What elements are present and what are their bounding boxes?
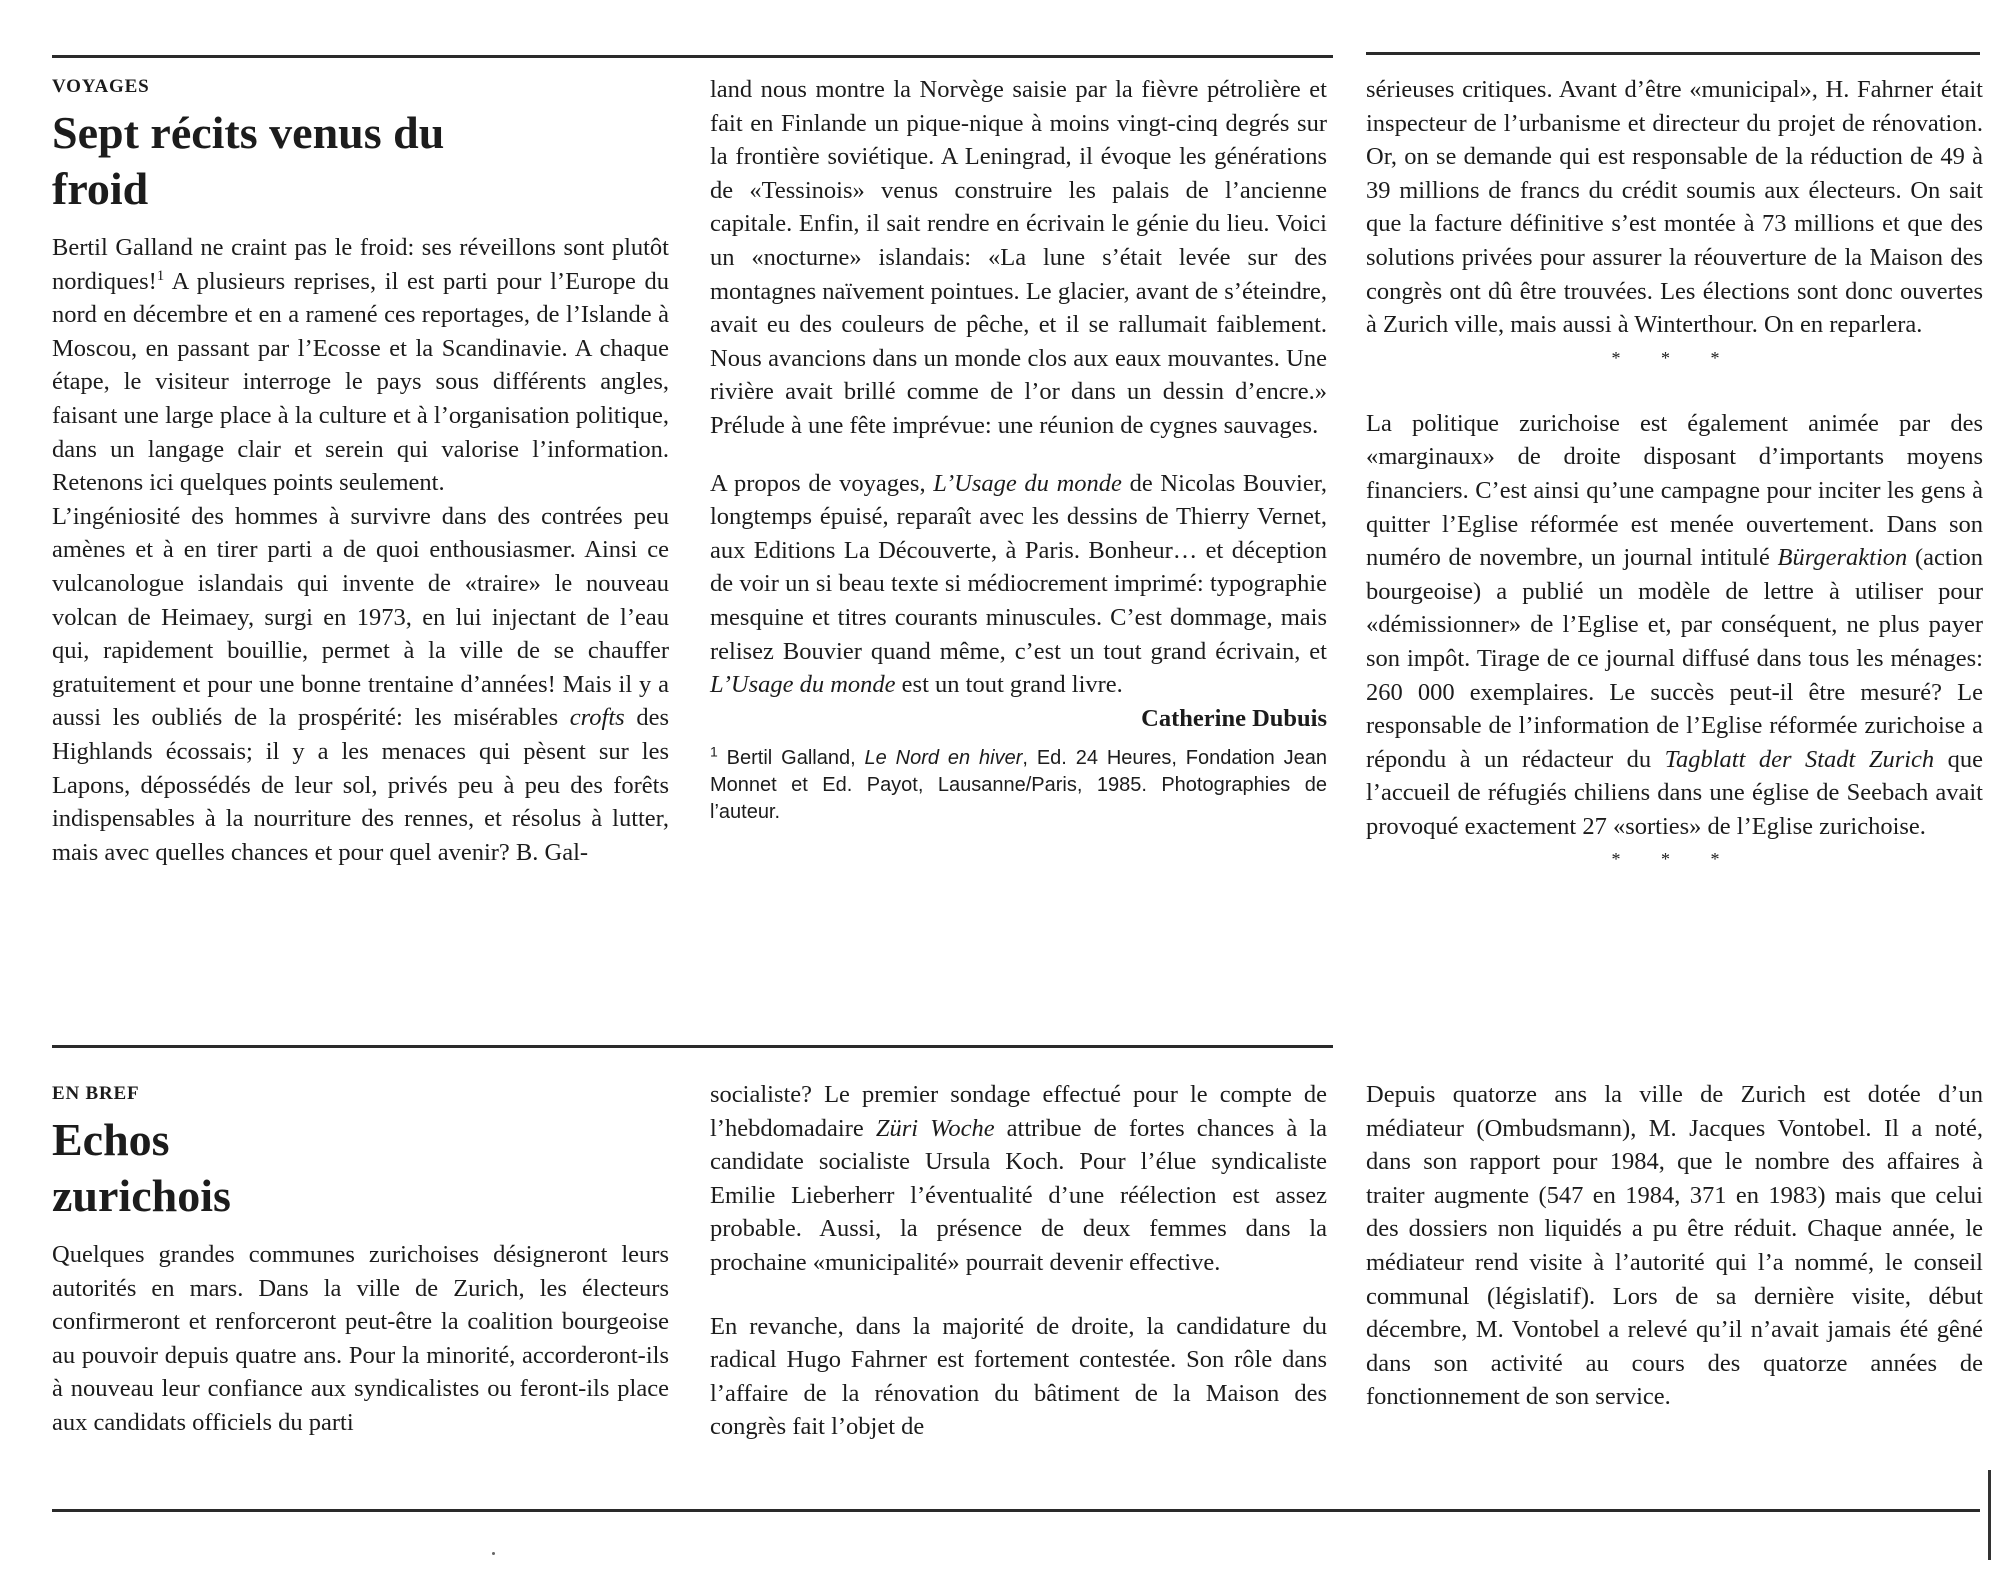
page-edge-mark (1988, 1470, 1991, 1560)
section-separator: * * * (1611, 347, 1738, 368)
stray-dot (492, 1552, 495, 1555)
footnote-ref: 1 (156, 267, 165, 284)
article2-paragraph: En revanche, dans la majorité de droite, la candidature du radical Hugo Fahrner est fortement contestée. Son rôle dans l’affaire de la rénovation du bâtiment de la Maison des congrès fait l’objet de (710, 1312, 1327, 1441)
article1-paragraph: Bertil Galland ne craint pas le froid: ses réveillons sont plutôt nordiques!$^1$ A plusieurs reprises, il est parti pour l’Europe du nord en décembre et en a ramené ces reportages, de l’Islande à Moscou, en passant par l’Ecosse et la Scandinavie. A chaque étape, le visiteur interroge le pays sous différents angles, faisant une large place à la culture et à l’organisation politique, dans un langage clair et serein qui valorise l’information. Retenons ici quelques points seulement. (52, 234, 669, 497)
top-rule-right (1366, 52, 1980, 55)
article1-headline: Sept récits venus du froid (52, 107, 445, 214)
bottom-rule (52, 1509, 1980, 1512)
column-3-top (1366, 73, 1983, 876)
article2-kicker: EN BREF (52, 1083, 140, 1104)
article2-column-2 (710, 1078, 1327, 1444)
continuation-paragraph: sérieuses critiques. Avant d’être «municipal», H. Fahrner était inspecteur de l’urbanisme et directeur du projet de rénovation. Or, on se demande qui est responsable de la réduction de 49 à 39 millions de francs du crédit soumis aux électeurs. On sait que la facture définitive s’est montée à 73 millions et que des solutions privées pour assurer la réouverture de la Maison des congrès ont dû être trouvées. Les élections sont donc ouvertes à Zurich ville, mais aussi à Winterthour. On en reparlera. (1366, 76, 1983, 339)
article1-column-1 (52, 75, 669, 869)
article2-column-3 (1366, 1078, 1983, 1414)
article2-headline: Echos zurichois (52, 1114, 231, 1221)
article1-paragraph: A propos de voyages, L’Usage du monde de Nicolas Bouvier, longtemps épuisé, reparaît avec les dessins de Thierry Vernet, aux Editions La Découverte, à Paris. Bonheur… et déception de voir un si beau texte si médiocrement imprimé: typographie mesquine et titres courants minuscules. C’est dommage, mais relisez Bouvier quand même, c’est un tout grand écrivain, et L’Usage du monde est un tout grand livre. (710, 469, 1328, 699)
article1-paragraph: land nous montre la Norvège saisie par la fièvre pétrolière et fait en Finlande un pique-nique à moins vingt-cinq degrés sur la frontière soviétique. A Leningrad, il évoque les générations de «Tessinois» venus construire les palais de l’ancienne capitale. Enfin, il sait rendre en écrivain le génie du lieu. Voici un «nocturne» islandais: «La lune s’était levée sur des montagnes naïvement pointues. Le glacier, avant de s’éteindre, avait eu des couleurs de pêche, et il se rallumait faiblement. Nous avancions dans un monde clos aux eaux mouvantes. Une rivière avait brillé comme de l’or dans un dessin d’encre.» Prélude à une fête imprévue: une réunion de cygnes sauvages. (710, 76, 1327, 439)
article2-paragraph: Depuis quatorze ans la ville de Zurich est dotée d’un médiateur (Ombudsmann), M. Jacques Vontobel. Il a noté, dans son rapport pour 1984, que le nombre des affaires à traiter augmente (547 en 1984, 371 en 1983) mais que celui des dossiers non liquidés a pu être réduit. Chaque année, le médiateur rend visite à l’autorité qui l’a nommé, le conseil communal (législatif). Lors de sa dernière visite, début décembre, M. Vontobel a relevé qu’il n’avait jamais été gêné dans son activité au cours des quatorze années de fonctionnement de son service. (1366, 1081, 1983, 1411)
article1-kicker: VOYAGES (52, 76, 150, 97)
article1-byline: Catherine Dubuis (1141, 704, 1327, 732)
middle-rule (52, 1045, 1333, 1048)
article2-paragraph: Quelques grandes communes zurichoises désigneront leurs autorités en mars. Dans la ville de Zurich, les électeurs confirmeront et renforceront peut-être la coalition bourgeoise au pouvoir depuis quatre ans. Pour la minorité, accorderont-ils à nouveau leur confiance aux syndicalistes ou feront-ils place aux candidats officiels du parti (52, 1241, 669, 1436)
top-rule-left (52, 55, 1333, 58)
article1-column-2 (710, 73, 1327, 826)
section-separator: * * * (1611, 849, 1738, 870)
article2-column-1 (52, 1082, 669, 1440)
article1-footnote: $^1$ Bertil Galland, Le Nord en hiver, Ed. 24 Heures, Fondation Jean Monnet et Ed. Payot, Lausanne/Paris, 1985. Photographies de l’auteur. (710, 743, 1327, 824)
article1-paragraph: L’ingéniosité des hommes à survivre dans des contrées peu amènes et à en tirer parti a de quoi enthousiasmer. Ainsi ce vulcanologue islandais qui invente de «traire» le nouveau volcan de Heimaey, surgi en 1973, en lui injectant de l’eau qui, rapidement bouillie, permet à la ville de se chauffer gratuitement et pour une bonne trentaine d’années! Mais il y a aussi les oubliés de la prospérité: les misérables crofts des Highlands écossais; il y a les menaces qui pèsent sur les Lapons, dépossédés de leur sol, privés peu à peu des forêts indispensables à la nourriture des rennes, et résolus à lutter, mais avec quelles chances et pour quel avenir? B. Gal- (52, 502, 669, 866)
article2-paragraph: socialiste? Le premier sondage effectué pour le compte de l’hebdomadaire Züri Woche attribue de fortes chances à la candidate socialiste Ursula Koch. Pour l’élue syndicaliste Emilie Lieberherr l’éventualité d’une réélection est assez probable. Aussi, la présence de deux femmes dans la prochaine «municipalité» pourrait devenir effective. (710, 1081, 1327, 1276)
continuation-paragraph: La politique zurichoise est également animée par des «marginaux» de droite disposant d’importants moyens financiers. C’est ainsi qu’une campagne pour inciter les gens à quitter l’Eglise réformée est menée ouvertement. Dans son numéro de novembre, un journal intitulé Bürgeraktion (action bourgeoise) a publié un modèle de lettre à utiliser pour «démissionner» de l’Eglise et, par conséquent, ne plus payer son impôt. Tirage de ce journal diffusé dans tous les ménages: 260 000 exemplaires. Le succès peut-il être mesuré? Le responsable de l’information de l’Eglise réformée zurichoise a répondu à un rédacteur du Tagblatt der Stadt Zurich que l’accueil de réfugiés chiliens dans une église de Seebach avait provoqué exactement 27 «sorties» de l’Eglise zurichoise. (1366, 409, 1984, 840)
